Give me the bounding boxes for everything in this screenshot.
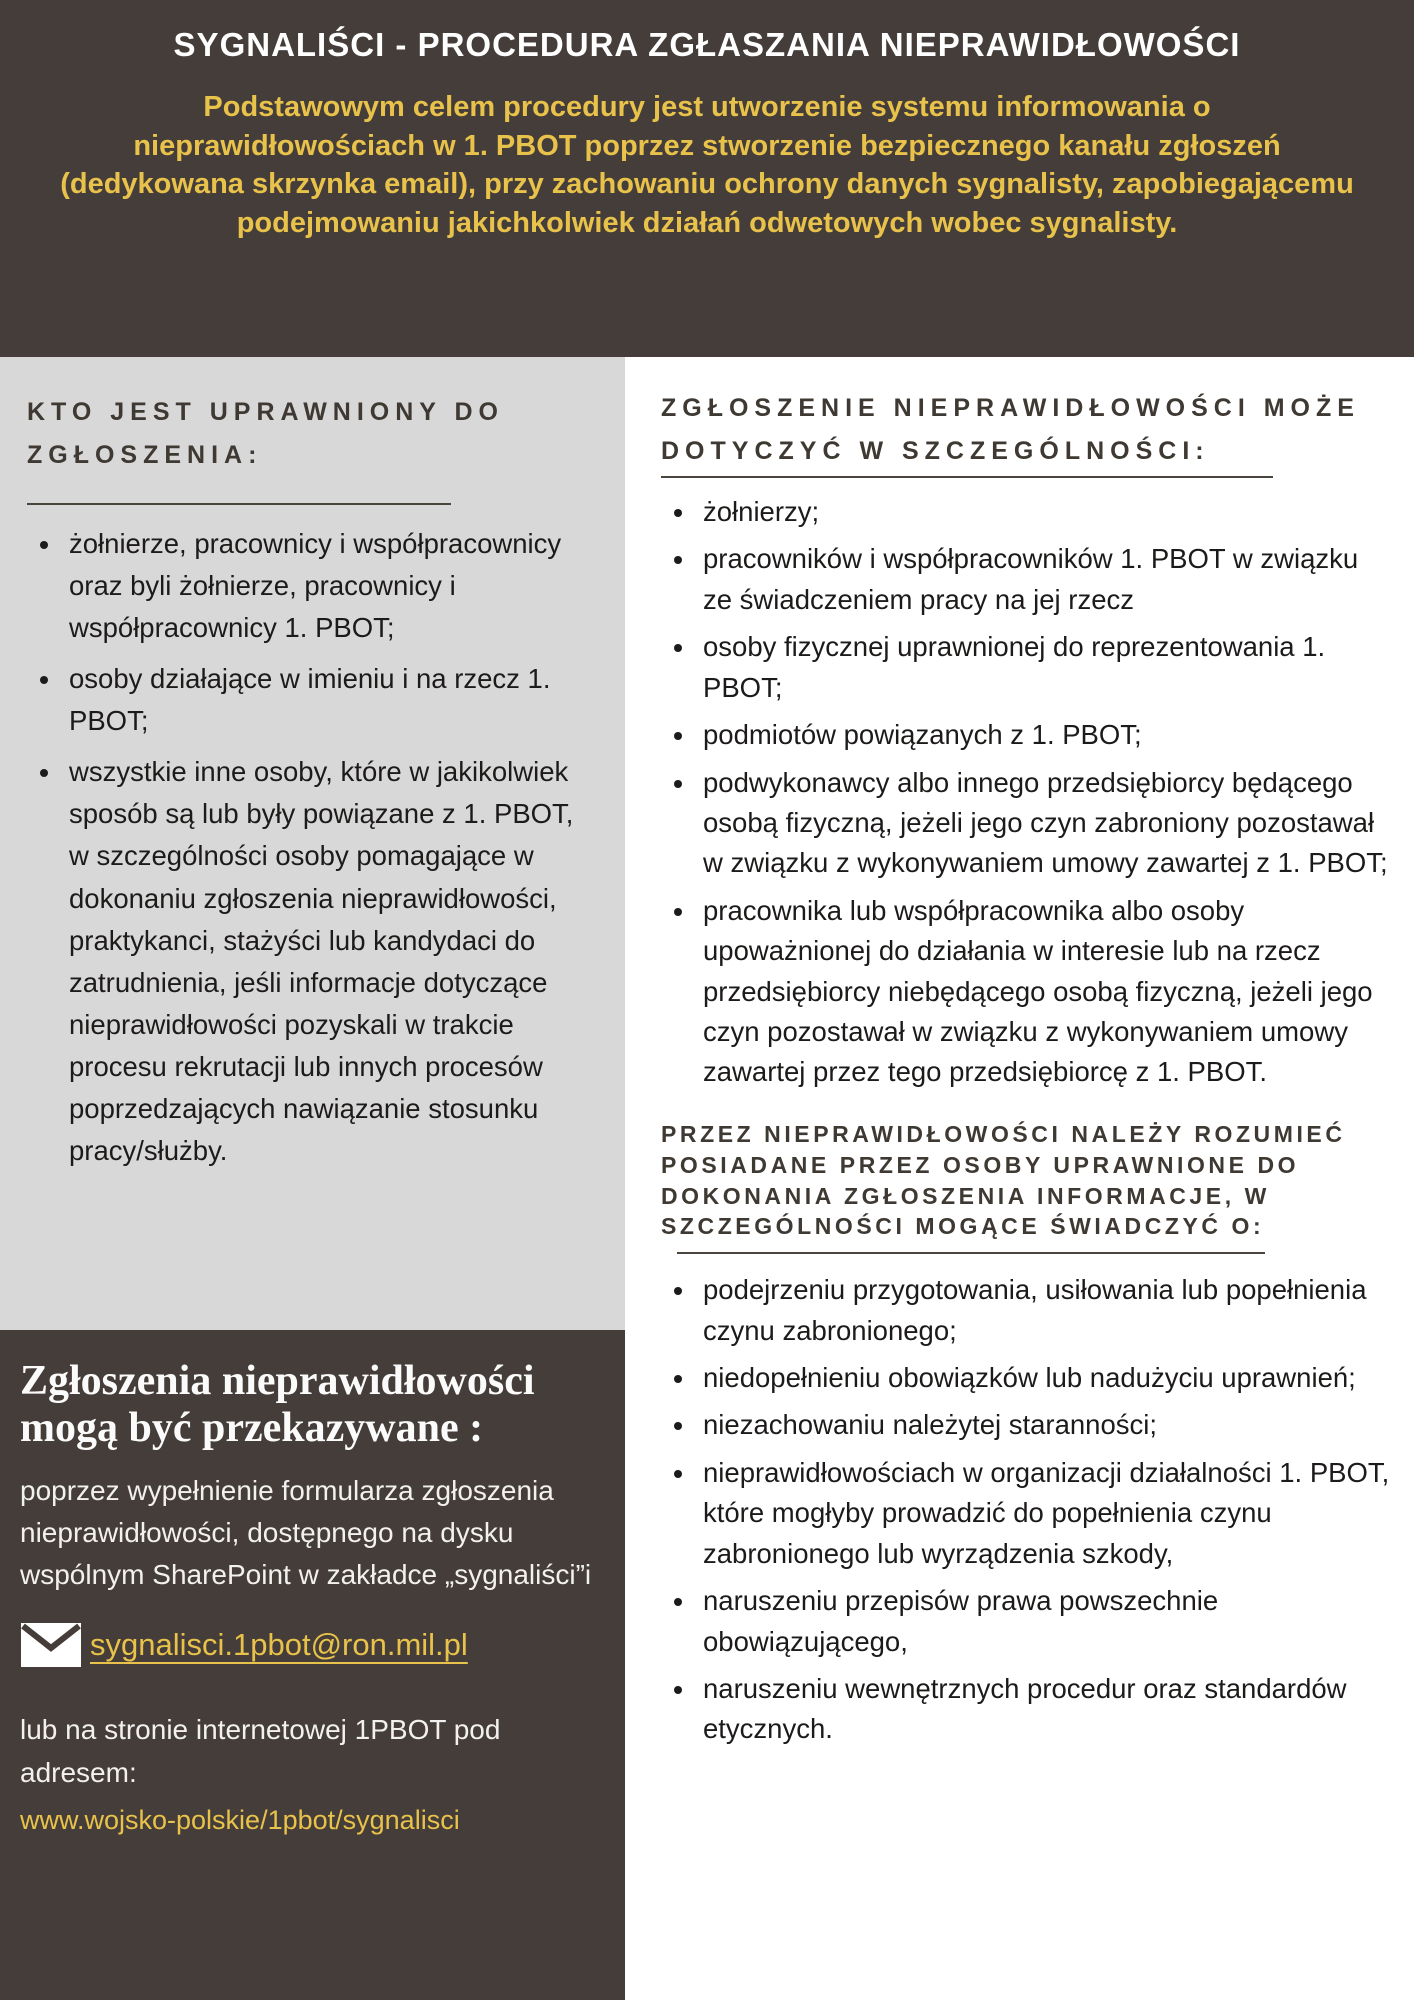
irregularity-definition-heading: PRZEZ NIEPRAWIDŁOWOŚCI NALEŻY ROZUMIEĆ POSIADANE PRZEZ OSOBY UPRAWNIONE DO DOKONANIA ZGŁOSZENIA INFORMACJE, W SZCZEGÓLNOŚCI MOGĄCE ŚWIADCZYĆ O: <box>661 1120 1346 1240</box>
report-subjects-section <box>661 387 1392 1093</box>
list-item: • podwykonawcy albo innego przedsiębiorcy będącego osobą fizyczną, jeżeli jego czyn zabroniony pozostawał w związku z wykonywaniem umowy zawartej z 1. PBOT; <box>697 763 1392 884</box>
page-title: SYGNALIŚCI - PROCEDURA ZGŁASZANIA NIEPRAWIDŁOWOŚCI <box>173 26 1241 63</box>
list-item: • żołnierze, pracownicy i współpracownicy oraz byli żołnierze, pracownicy i współpracownicy 1. PBOT; <box>63 523 599 649</box>
heading-divider <box>677 1252 1265 1254</box>
list-item: • niedopełnieniu obowiązków lub nadużyciu uprawnień; <box>697 1358 1392 1398</box>
envelope-icon <box>20 1622 82 1668</box>
list-item: • żołnierzy; <box>697 492 1392 532</box>
heading-divider <box>27 503 451 505</box>
email-row <box>20 1622 607 1668</box>
irregularity-examples-list <box>661 1270 1392 1750</box>
list-item: • osoby działające w imieniu i na rzecz 1. PBOT; <box>63 658 599 742</box>
reporting-channels-heading: Zgłoszenia nieprawidłowości mogą być przekazywane : <box>20 1358 535 1452</box>
list-item: • podmiotów powiązanych z 1. PBOT; <box>697 715 1392 755</box>
list-item: • naruszeniu wewnętrznych procedur oraz standardów etycznych. <box>697 1669 1392 1750</box>
heading-divider <box>661 476 1273 478</box>
intro-paragraph: Podstawowym celem procedury jest utworzenie systemu informowania o nieprawidłowościach w 1. PBOT poprzez stworzenie bezpiecznego kanału zgłoszeń (dedykowana skrzynka email), przy zachowaniu ochrony danych sygnalisty, zapobiegającemu podejmowaniu jakichkolwiek działań odwetowych wobec sygnalisty. <box>60 91 1354 239</box>
report-subjects-list <box>661 492 1392 1093</box>
list-item: • nieprawidłowościach w organizacji działalności 1. PBOT, które mogłyby prowadzić do popełnienia czynu zabronionego lub wyrządzenia szkody, <box>697 1453 1392 1574</box>
list-item: • pracowników i współpracowników 1. PBOT w związku ze świadczeniem pracy na jej rzecz <box>697 539 1392 620</box>
website-link[interactable]: www.wojsko-polskie/1pbot/sygnalisci <box>20 1804 460 1835</box>
list-item: • podejrzeniu przygotowania, usiłowania lub popełnienia czynu zabronionego; <box>697 1270 1392 1351</box>
main-columns <box>0 357 1414 2000</box>
list-item: • naruszeniu przepisów prawa powszechnie obowiązującego, <box>697 1581 1392 1662</box>
list-item: • osoby fizycznej uprawnionej do reprezentowania 1. PBOT; <box>697 627 1392 708</box>
report-subjects-heading: ZGŁOSZENIE NIEPRAWIDŁOWOŚCI MOŻE DOTYCZYĆ W SZCZEGÓLNOŚCI: <box>661 394 1360 465</box>
eligible-reporters-list <box>27 523 599 1172</box>
email-link[interactable]: sygnalisci.1pbot@ron.mil.pl <box>90 1627 468 1663</box>
website-intro: lub na stronie internetowej 1PBOT pod adresem: <box>20 1714 501 1789</box>
eligible-reporters-heading: KTO JEST UPRAWNIONY DO ZGŁOSZENIA: <box>27 398 504 469</box>
right-column <box>625 357 1414 2000</box>
list-item: • pracownika lub współpracownika albo osoby upoważnionej do działania w interesie lub na rzecz przedsiębiorcy niebędącego osobą fizyczną, jeżeli jego czyn pozostawał w związku z wykonywaniem umowy zawartej przez tego przedsiębiorcę z 1. PBOT. <box>697 891 1392 1093</box>
top-banner <box>0 0 1414 357</box>
irregularity-definition-section <box>661 1119 1392 1750</box>
list-item: • niezachowaniu należytej staranności; <box>697 1405 1392 1445</box>
sharepoint-paragraph: poprzez wypełnienie formularza zgłoszenia nieprawidłowości, dostępnego na dysku wspólnym SharePoint w zakładce „sygnaliści”i <box>20 1475 592 1591</box>
left-column <box>0 357 625 2000</box>
list-item: • wszystkie inne osoby, które w jakikolwiek sposób są lub były powiązane z 1. PBOT, w szczególności osoby pomagające w dokonaniu zgłoszenia nieprawidłowości, praktykanci, stażyści lub kandydaci do zatrudnienia, jeśli informacje dotyczące nieprawidłowości pozyskali w trakcie procesu rekrutacji lub innych procesów poprzedzających nawiązanie stosunku pracy/służby. <box>63 751 599 1172</box>
reporting-channels-section <box>0 1330 625 2000</box>
eligible-reporters-section <box>0 357 625 1330</box>
